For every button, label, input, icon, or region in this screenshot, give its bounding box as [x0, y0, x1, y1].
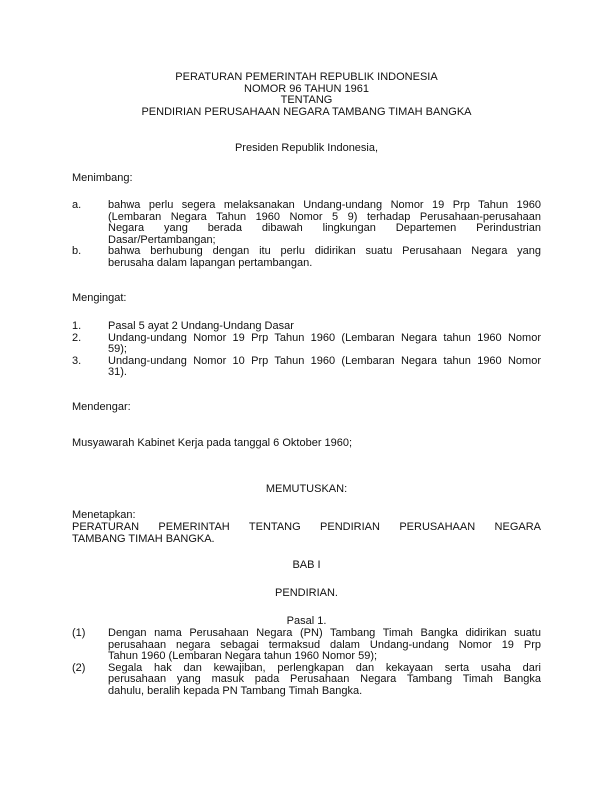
document-title: [72, 72, 541, 118]
mendengar-heading: Mendengar:: [72, 401, 131, 413]
menetapkan-line: PERATURAN PEMERINTAH TENTANG PENDIRIAN PERUSAHAAN NEGARA: [72, 521, 541, 533]
list-marker: a.: [72, 199, 82, 211]
title-line: TENTANG: [280, 94, 333, 106]
list-marker: 3.: [72, 354, 82, 367]
pasal-list: [72, 628, 541, 697]
mendengar-text: Musyawarah Kabinet Kerja pada tanggal 6 Oktober 1960;: [72, 437, 353, 449]
title-line: PENDIRIAN PERUSAHAAN NEGARA TAMBANG TIMAH BANGKA: [141, 105, 472, 118]
list-item-line: Undang-undang Nomor 19 Prp Tahun 1960 (Lembaran Negara tahun 1960 Nomor: [108, 331, 541, 344]
list-item-line: Undang-undang Nomor 10 Prp Tahun 1960 (Lembaran Negara tahun 1960 Nomor: [108, 354, 541, 367]
list-item-line: bahwa perlu segera melaksanakan Undang-undang Nomor 19 Prp Tahun 1960: [108, 199, 541, 211]
list-item: [72, 321, 541, 333]
list-marker: b.: [72, 245, 82, 257]
list-item-line: perusahaan yang masuk pada Perusahaan Negara Tambang Timah Bangka: [108, 673, 541, 685]
list-item: [72, 246, 541, 269]
list-marker: 2.: [72, 331, 82, 344]
list-item: [72, 200, 541, 246]
pasal-heading: Pasal 1.: [286, 615, 327, 627]
list-item-line: dahulu, beralih kepada PN Tambang Timah Bangka.: [108, 684, 363, 697]
list-item-line: Pasal 5 ayat 2 Undang-Undang Dasar: [108, 320, 294, 332]
menimbang-heading: Menimbang:: [72, 172, 133, 184]
president-line: Presiden Republik Indonesia,: [234, 142, 379, 154]
mengingat-heading: Mengingat:: [72, 292, 127, 304]
list-item-line: Segala hak dan kewajiban, perlengkapan dan kekayaan serta usaha dari: [108, 661, 541, 674]
list-item: [72, 333, 541, 356]
list-item-line: Dasar/Pertambangan;: [108, 233, 216, 246]
memutuskan-heading: MEMUTUSKAN:: [265, 483, 348, 495]
list-item: [72, 663, 541, 698]
menetapkan-heading: Menetapkan:: [72, 509, 136, 521]
list-marker: (2): [72, 661, 86, 674]
list-item-line: 59);: [108, 343, 127, 355]
list-item-line: Tahun 1960 (Lembaran Negara tahun 1960 Nomor 59);: [108, 650, 378, 662]
list-marker: (1): [72, 627, 86, 639]
list-item-line: Negara yang berada dibawah lingkungan Departemen Perindustrian: [108, 222, 541, 234]
list-item-line: berusaha dalam lapangan pertambangan.: [108, 256, 313, 269]
list-item: [72, 628, 541, 663]
list-item-line: (Lembaran Negara Tahun 1960 Nomor 5 9) terhadap Perusahaan-perusahaan: [108, 210, 541, 223]
bab-title: PENDIRIAN.: [275, 587, 338, 599]
list-item-line: bahwa berhubung dengan itu perlu didirikan suatu Perusahaan Negara yang: [108, 245, 541, 257]
bab-heading: BAB I: [292, 559, 321, 571]
list-item-line: perusahaan negara sebagai termaksud dalam Undang-undang Nomor 19 Prp: [108, 638, 541, 651]
menetapkan-text: [72, 522, 541, 545]
menimbang-list: [72, 200, 541, 269]
list-item-line: Dengan nama Perusahaan Negara (PN) Tambang Timah Bangka didirikan suatu: [108, 627, 541, 639]
list-marker: 1.: [72, 320, 82, 332]
mengingat-list: [72, 321, 541, 379]
list-item: [72, 356, 541, 379]
title-line: PERATURAN PEMERINTAH REPUBLIK INDONESIA: [175, 71, 438, 83]
menetapkan-line: TAMBANG TIMAH BANGKA.: [72, 532, 215, 545]
list-item-line: 31).: [108, 366, 127, 378]
title-line: NOMOR 96 TAHUN 1961: [244, 82, 369, 95]
